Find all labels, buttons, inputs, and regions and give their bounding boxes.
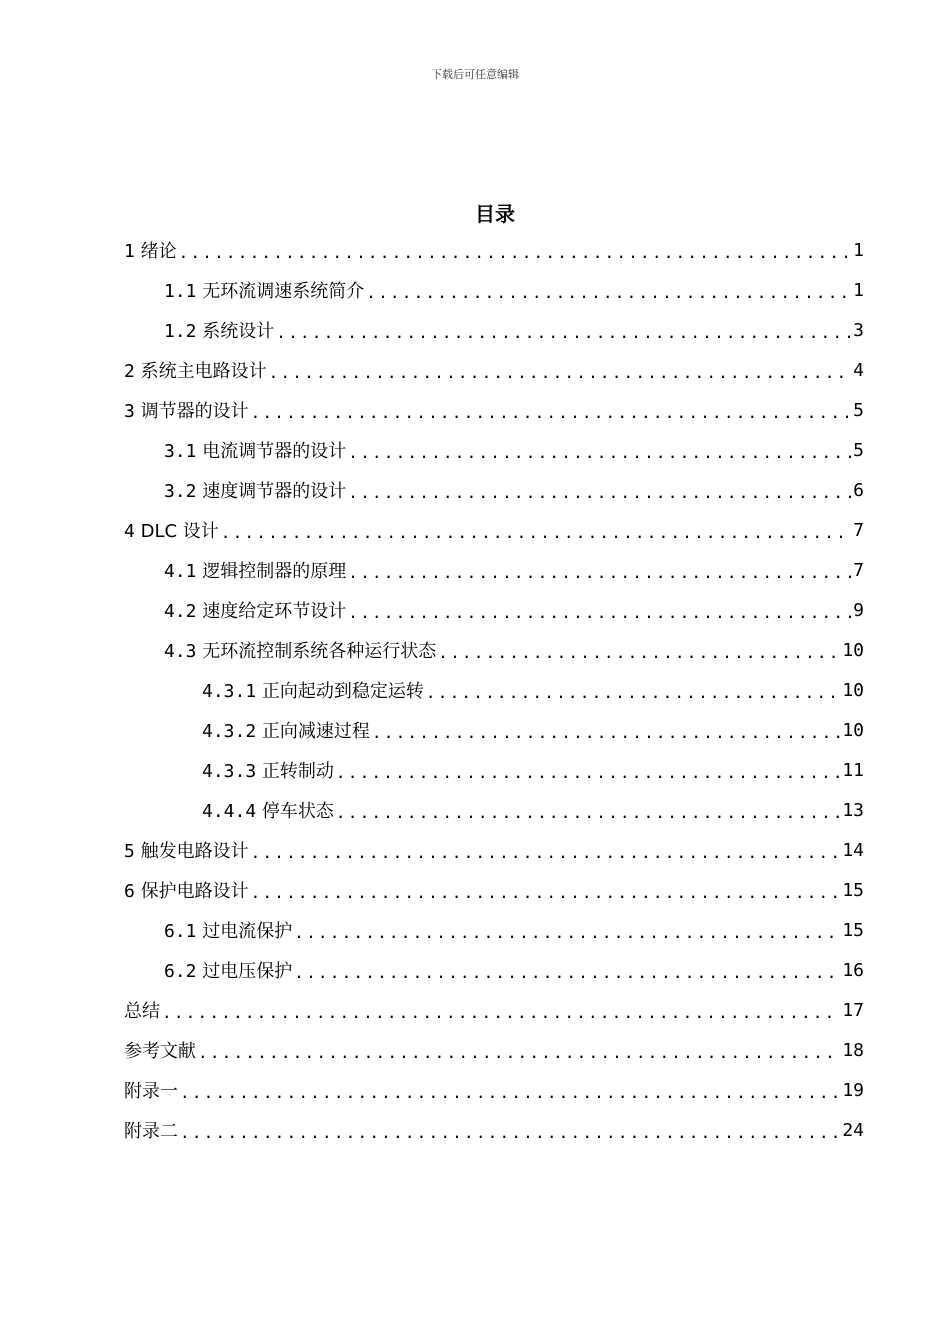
toc-entry[interactable]	[124, 390, 864, 430]
toc-dot-leader	[438, 643, 840, 662]
toc-dot-leader	[294, 923, 840, 942]
toc-entry-label	[164, 597, 346, 623]
toc-entry-number: 3.2	[164, 481, 197, 502]
toc-entry-title: 过电压保护	[202, 961, 293, 982]
toc-entry[interactable]	[124, 790, 864, 830]
toc-entry[interactable]	[124, 830, 864, 870]
toc-entry-page: 10	[842, 679, 864, 701]
toc-entry-number: 4.3.1	[202, 681, 257, 702]
toc-entry-page: 4	[853, 359, 864, 381]
toc-entry-title: 正转制动	[261, 761, 334, 782]
toc-entry-page: 1	[853, 279, 864, 301]
toc-entry-title: 正向减速过程	[261, 721, 370, 742]
toc-dot-leader	[251, 403, 852, 422]
toc-entry-label	[202, 797, 334, 823]
toc-entry-page: 6	[853, 479, 864, 501]
toc-dot-leader	[179, 243, 852, 262]
toc-entry-label	[124, 997, 160, 1023]
toc-entry-title: 正向起动到稳定运转	[261, 681, 424, 702]
toc-entry-label	[124, 357, 267, 383]
toc-entry-title: 停车状态	[261, 801, 334, 822]
toc-entry-number: 3	[124, 401, 135, 422]
toc-entry[interactable]	[124, 630, 864, 670]
toc-entry-title: 绪论	[140, 241, 177, 262]
toc-entry-title: 过电流保护	[202, 921, 293, 942]
toc-entry-label	[164, 637, 436, 663]
toc-entry[interactable]	[124, 1110, 864, 1150]
toc-entry-number: 4.3.3	[202, 761, 257, 782]
toc-entry[interactable]	[124, 1030, 864, 1070]
toc-entry-page: 5	[853, 439, 864, 461]
toc-entry-page: 15	[842, 919, 864, 941]
toc-entry-label	[124, 517, 219, 543]
toc-dot-leader	[294, 963, 840, 982]
toc-entry-number: 1.2	[164, 321, 197, 342]
toc-entry-page: 10	[842, 719, 864, 741]
toc-dot-leader	[276, 323, 851, 342]
toc-dot-leader	[269, 363, 852, 382]
toc-entry[interactable]	[124, 910, 864, 950]
toc-dot-leader	[372, 723, 840, 742]
toc-dot-leader	[348, 603, 851, 622]
toc-entry-title: 附录二	[124, 1121, 178, 1142]
toc-entry[interactable]	[124, 470, 864, 510]
toc-entry[interactable]	[124, 870, 864, 910]
toc-entry-title: 无环流控制系统各种运行状态	[202, 641, 437, 662]
toc-entry-title: 系统主电路设计	[140, 361, 267, 382]
toc-entry-number: 4.3	[164, 641, 197, 662]
toc-entry-title: 总结	[124, 1001, 160, 1022]
toc-entry[interactable]	[124, 550, 864, 590]
toc-entry-title: 无环流调速系统简介	[202, 281, 365, 302]
toc-entry-label	[202, 757, 334, 783]
toc-entry[interactable]	[124, 430, 864, 470]
toc-entry-title: 参考文献	[124, 1041, 196, 1062]
toc-entry-page: 16	[842, 959, 864, 981]
toc-entry-page: 18	[842, 1039, 864, 1061]
toc-entry[interactable]	[124, 950, 864, 990]
toc-entry-number: 6.2	[164, 961, 197, 982]
toc-entry[interactable]	[124, 710, 864, 750]
toc-entry[interactable]	[124, 750, 864, 790]
toc-dot-leader	[348, 563, 851, 582]
toc-entry-number: 3.1	[164, 441, 197, 462]
toc-dot-leader	[221, 523, 851, 542]
toc-entry-number: 1.1	[164, 281, 197, 302]
toc-entry-label	[164, 957, 292, 983]
toc-entry-title: 逻辑控制器的原理	[202, 561, 347, 582]
toc-dot-leader	[198, 1043, 840, 1062]
toc-entry-number: 2	[124, 361, 135, 382]
toc-entry-number: 5	[124, 841, 135, 862]
toc-entry-label	[202, 717, 370, 743]
toc-entry-title: 触发电路设计	[140, 841, 249, 862]
toc-entry-page: 13	[842, 799, 864, 821]
toc-entry[interactable]	[124, 350, 864, 390]
toc-entry-number: 4.1	[164, 561, 197, 582]
toc-entry-page: 19	[842, 1079, 864, 1101]
toc-entry-title: DLC 设计	[140, 521, 219, 542]
toc-entry[interactable]	[124, 310, 864, 350]
toc-entry-title: 电流调节器的设计	[202, 441, 347, 462]
toc-entry-title: 速度给定环节设计	[202, 601, 347, 622]
toc-entry-page: 1	[853, 239, 864, 261]
page-header-note: 下载后可任意编辑	[431, 68, 519, 81]
toc-dot-leader	[180, 1083, 840, 1102]
toc-dot-leader	[336, 763, 840, 782]
toc-entry-page: 15	[842, 879, 864, 901]
toc-dot-leader	[251, 843, 841, 862]
toc-entry[interactable]	[124, 510, 864, 550]
toc-entry-number: 4.3.2	[202, 721, 257, 742]
toc-dot-leader	[336, 803, 840, 822]
toc-entry-page: 3	[853, 319, 864, 341]
toc-entry[interactable]	[124, 670, 864, 710]
toc-entry-label	[124, 1037, 196, 1063]
toc-entry-label	[164, 277, 364, 303]
toc-entry-page: 9	[853, 599, 864, 621]
toc-entry-page: 11	[842, 759, 864, 781]
toc-entry-label	[124, 1077, 178, 1103]
toc-entry[interactable]	[124, 590, 864, 630]
toc-entry-label	[124, 237, 177, 263]
toc-entry-number: 4	[124, 521, 135, 542]
toc-entry-title: 系统设计	[202, 321, 275, 342]
toc-entry-title: 调节器的设计	[140, 401, 249, 422]
toc-entry-label	[124, 1117, 178, 1143]
toc-entry-page: 10	[842, 639, 864, 661]
toc-entry[interactable]	[124, 990, 864, 1030]
toc-title: 目录	[475, 202, 515, 226]
toc-entry-title: 速度调节器的设计	[202, 481, 347, 502]
toc-entry-label	[164, 917, 292, 943]
toc-entry-title: 保护电路设计	[140, 881, 249, 902]
toc-entry[interactable]	[124, 230, 864, 270]
toc-entry-number: 1	[124, 241, 135, 262]
toc-entry-label	[164, 557, 346, 583]
toc-entry-label	[124, 397, 249, 423]
toc-entry-page: 7	[853, 519, 864, 541]
toc-entry-page: 14	[842, 839, 864, 861]
toc-dot-leader	[348, 443, 851, 462]
toc-entry-label	[124, 837, 249, 863]
toc-entry-label	[164, 437, 346, 463]
toc-entry-number: 6	[124, 881, 135, 902]
toc-entry-title: 附录一	[124, 1081, 178, 1102]
toc-entry-page: 5	[853, 399, 864, 421]
toc-entry-page: 7	[853, 559, 864, 581]
toc-entry-page: 24	[842, 1119, 864, 1141]
toc-entry-number: 4.2	[164, 601, 197, 622]
toc-dot-leader	[251, 883, 841, 902]
table-of-contents	[124, 230, 864, 1150]
toc-entry-label	[202, 677, 424, 703]
toc-dot-leader	[426, 683, 840, 702]
toc-dot-leader	[348, 483, 851, 502]
toc-dot-leader	[162, 1003, 840, 1022]
toc-entry[interactable]	[124, 1070, 864, 1110]
toc-entry-number: 6.1	[164, 921, 197, 942]
toc-entry[interactable]	[124, 270, 864, 310]
toc-dot-leader	[180, 1123, 840, 1142]
toc-dot-leader	[366, 283, 851, 302]
toc-entry-label	[164, 477, 346, 503]
toc-entry-label	[124, 877, 249, 903]
toc-entry-label	[164, 317, 274, 343]
toc-entry-page: 17	[842, 999, 864, 1021]
toc-entry-number: 4.4.4	[202, 801, 257, 822]
